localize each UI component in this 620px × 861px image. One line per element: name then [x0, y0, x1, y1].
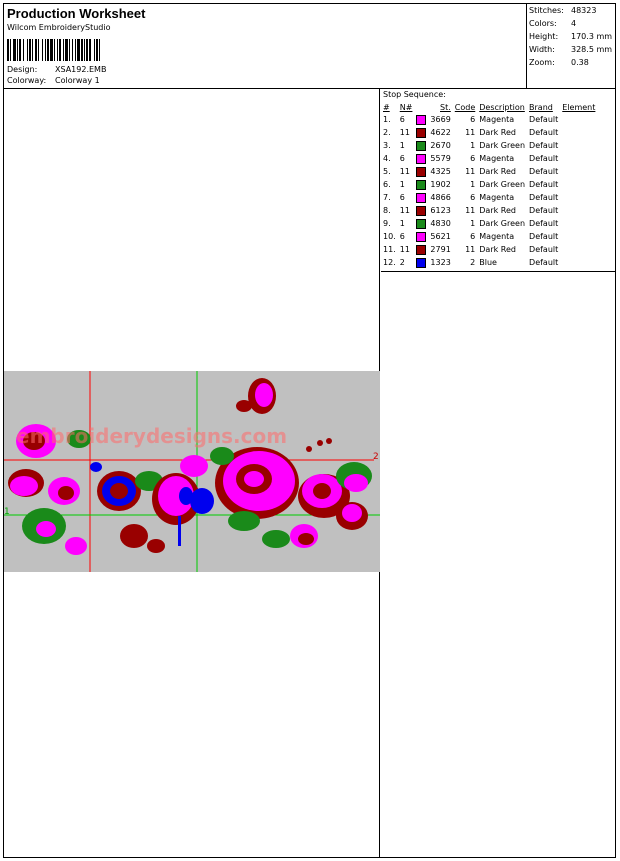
color-swatch	[416, 258, 426, 268]
colorway-label: Colorway:	[7, 76, 47, 85]
row-swatch	[415, 256, 429, 269]
row-element	[561, 191, 598, 204]
row-swatch	[415, 139, 429, 152]
row-swatch	[415, 217, 429, 230]
row-code: 11	[465, 167, 476, 176]
stat-colors: Colors: 4	[529, 19, 577, 28]
row-stitches: 3669	[430, 115, 451, 124]
row-stitches: 4866	[430, 193, 451, 202]
row-needle: 1	[399, 141, 405, 150]
row-swatch	[415, 243, 429, 256]
row-needle: 11	[399, 128, 410, 137]
color-swatch	[416, 128, 426, 138]
stop-sequence-rows	[382, 113, 598, 269]
row-index: 5.	[383, 167, 391, 176]
row-needle: 11	[399, 167, 410, 176]
worksheet-frame	[3, 3, 616, 858]
design-value: XSA192.EMB	[55, 65, 107, 74]
row-swatch	[415, 152, 429, 165]
color-swatch	[416, 167, 426, 177]
stop-sequence-row	[382, 217, 598, 230]
row-element	[561, 178, 598, 191]
row-brand: Default	[529, 193, 559, 202]
row-code: 1	[470, 219, 476, 228]
row-code: 11	[465, 128, 476, 137]
row-brand: Default	[529, 180, 559, 189]
design-row	[7, 65, 106, 75]
stop-sequence-row	[382, 256, 598, 269]
barcode	[7, 39, 132, 61]
row-index: 2.	[383, 128, 391, 137]
header-info	[7, 6, 527, 86]
row-brand: Default	[529, 219, 559, 228]
col-header-needle: N#	[399, 102, 413, 112]
row-brand: Default	[529, 141, 559, 150]
row-index: 8.	[383, 206, 391, 215]
stop-sequence-panel	[381, 89, 615, 272]
row-description: Dark Red	[479, 128, 516, 137]
row-needle: 1	[399, 180, 405, 189]
row-brand: Default	[529, 245, 559, 254]
stop-sequence-row	[382, 165, 598, 178]
stop-sequence-row	[382, 113, 598, 126]
row-brand: Default	[529, 115, 559, 124]
row-swatch	[415, 165, 429, 178]
row-code: 1	[470, 141, 476, 150]
row-code: 6	[470, 115, 476, 124]
row-swatch	[415, 126, 429, 139]
row-code: 2	[470, 258, 476, 267]
row-needle: 11	[399, 206, 410, 215]
stop-sequence-row	[382, 204, 598, 217]
stat-height: Height: 170.3 mm	[529, 32, 613, 41]
col-header-stitches: St.	[440, 102, 451, 112]
row-description: Dark Green	[479, 141, 526, 150]
row-element	[561, 113, 598, 126]
page-title: Production Worksheet	[7, 6, 146, 21]
row-description: Magenta	[479, 154, 515, 163]
row-code: 11	[465, 206, 476, 215]
stats-panel	[526, 4, 616, 88]
row-description: Magenta	[479, 193, 515, 202]
color-swatch	[416, 219, 426, 229]
row-description: Dark Red	[479, 206, 516, 215]
row-index: 3.	[383, 141, 391, 150]
design-preview-panel	[4, 89, 380, 857]
row-brand: Default	[529, 167, 559, 176]
row-index: 9.	[383, 219, 391, 228]
color-swatch	[416, 115, 426, 125]
row-needle: 6	[399, 154, 405, 163]
row-needle: 6	[399, 115, 405, 124]
stop-sequence-row	[382, 178, 598, 191]
row-element	[561, 256, 598, 269]
color-swatch	[416, 141, 426, 151]
row-swatch	[415, 178, 429, 191]
embroidery-design-preview	[4, 371, 380, 572]
row-element	[561, 243, 598, 256]
row-description: Blue	[479, 258, 497, 267]
row-element	[561, 230, 598, 243]
row-code: 6	[470, 232, 476, 241]
row-element	[561, 139, 598, 152]
color-swatch	[416, 245, 426, 255]
row-stitches: 4830	[430, 219, 451, 228]
stat-width: Width: 328.5 mm	[529, 45, 613, 54]
row-stitches: 6123	[430, 206, 451, 215]
col-header-code: Code	[454, 102, 476, 112]
watermark-text: embroiderydesigns.com	[16, 424, 288, 448]
row-description: Dark Red	[479, 167, 516, 176]
row-index: 1.	[383, 115, 391, 124]
row-description: Magenta	[479, 232, 515, 241]
row-needle: 1	[399, 219, 405, 228]
row-index: 4.	[383, 154, 391, 163]
stop-sequence-title: Stop Sequence:	[383, 90, 446, 99]
row-description: Dark Green	[479, 219, 526, 228]
row-stitches: 5621	[430, 232, 451, 241]
stop-sequence-row	[382, 243, 598, 256]
stat-zoom: Zoom: 0.38	[529, 58, 589, 67]
row-element	[561, 126, 598, 139]
stat-stitches: Stitches: 48323	[529, 6, 597, 15]
stop-sequence-row	[382, 230, 598, 243]
row-description: Dark Green	[479, 180, 526, 189]
row-description: Dark Red	[479, 245, 516, 254]
color-swatch	[416, 206, 426, 216]
row-code: 6	[470, 154, 476, 163]
row-brand: Default	[529, 128, 559, 137]
barcode-bar	[100, 39, 102, 61]
stop-sequence-row	[382, 191, 598, 204]
row-code: 11	[465, 245, 476, 254]
row-brand: Default	[529, 154, 559, 163]
colorway-value: Colorway 1	[55, 76, 100, 85]
col-header-index: #	[383, 102, 390, 112]
row-description: Magenta	[479, 115, 515, 124]
row-element	[561, 217, 598, 230]
stop-sequence-row	[382, 152, 598, 165]
stop-sequence-table	[382, 101, 598, 269]
color-swatch	[416, 232, 426, 242]
row-stitches: 4622	[430, 128, 451, 137]
row-index: 6.	[383, 180, 391, 189]
col-header-swatch	[415, 101, 429, 113]
row-needle: 6	[399, 193, 405, 202]
row-swatch	[415, 113, 429, 126]
row-brand: Default	[529, 232, 559, 241]
row-index: 7.	[383, 193, 391, 202]
col-header-brand: Brand	[529, 102, 553, 112]
row-element	[561, 152, 598, 165]
stop-sequence-row	[382, 126, 598, 139]
row-element	[561, 204, 598, 217]
row-swatch	[415, 191, 429, 204]
row-stitches: 2791	[430, 245, 451, 254]
row-brand: Default	[529, 206, 559, 215]
row-swatch	[415, 230, 429, 243]
color-swatch	[416, 180, 426, 190]
row-stitches: 4325	[430, 167, 451, 176]
software-name: Wilcom EmbroideryStudio	[7, 23, 111, 32]
row-index: 12.	[383, 258, 396, 267]
row-code: 6	[470, 193, 476, 202]
row-index: 10.	[383, 232, 396, 241]
start-marker: 1	[4, 507, 10, 517]
row-index: 11.	[383, 245, 396, 254]
end-marker: 2	[373, 452, 379, 462]
col-header-element: Element	[562, 102, 596, 112]
row-brand: Default	[529, 258, 559, 267]
row-stitches: 1323	[430, 258, 451, 267]
row-stitches: 2670	[430, 141, 451, 150]
worksheet-header	[4, 4, 615, 89]
row-element	[561, 165, 598, 178]
color-swatch	[416, 154, 426, 164]
row-stitches: 1902	[430, 180, 451, 189]
colorway-row	[7, 76, 100, 86]
color-swatch	[416, 193, 426, 203]
stop-sequence-header-row	[382, 101, 598, 113]
design-label: Design:	[7, 65, 38, 74]
col-header-description: Description	[479, 102, 525, 112]
row-swatch	[415, 204, 429, 217]
row-stitches: 5579	[430, 154, 451, 163]
row-needle: 2	[399, 258, 405, 267]
stop-sequence-row	[382, 139, 598, 152]
row-code: 1	[470, 180, 476, 189]
row-needle: 11	[399, 245, 410, 254]
row-needle: 6	[399, 232, 405, 241]
